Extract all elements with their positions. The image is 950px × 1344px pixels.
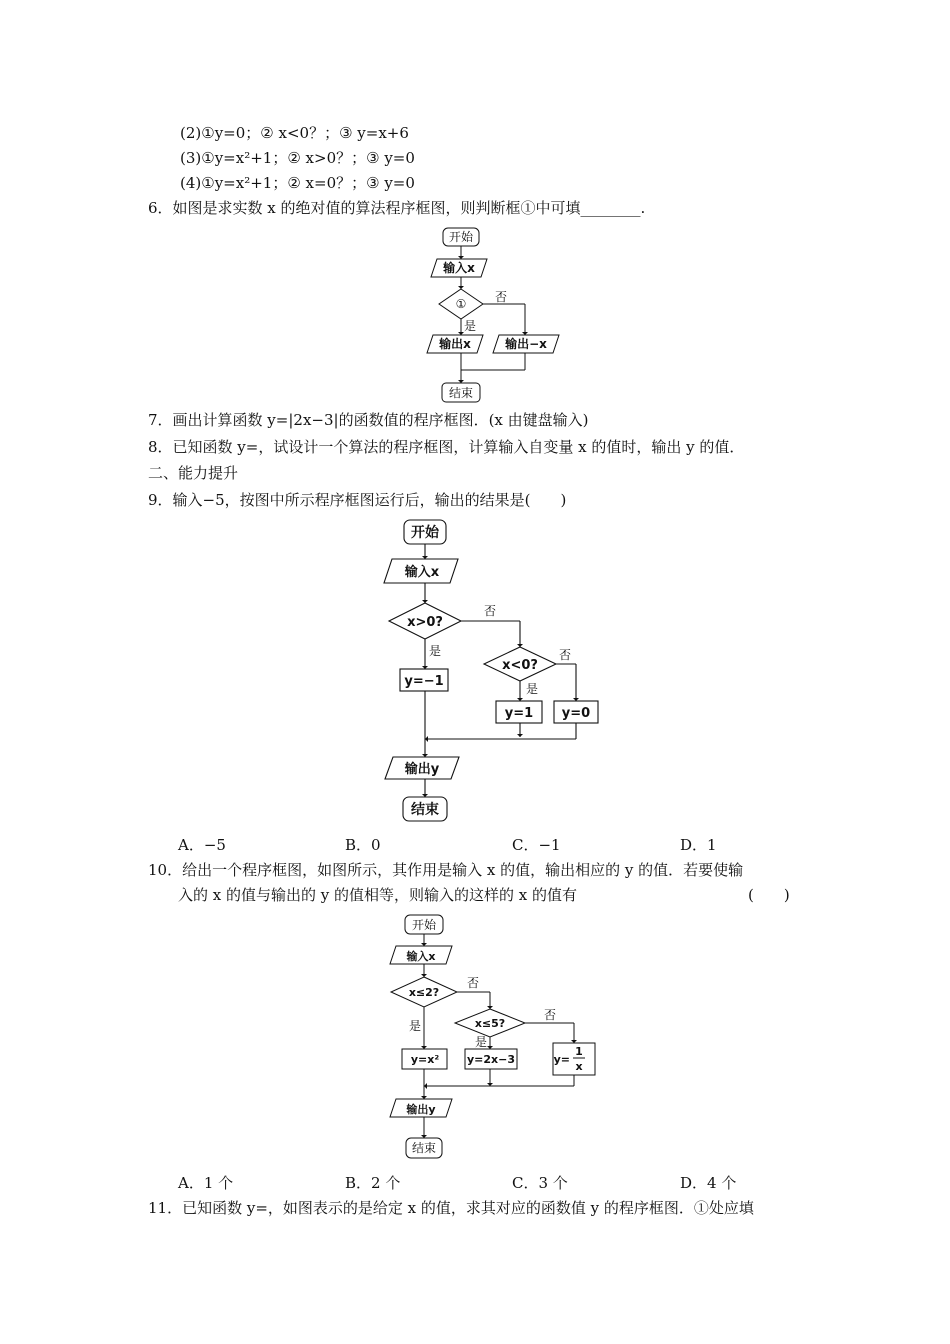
fc2-output-label: 输出y (404, 762, 440, 777)
q10-choice-c: C．3 个 (512, 1174, 568, 1192)
fc2-input-label: 输入x (404, 565, 440, 580)
fc2-end-label: 结束 (411, 802, 439, 818)
q10-choice-b: B．2 个 (345, 1174, 401, 1192)
fc1-output-yes: 输出x (439, 337, 471, 351)
fc2-assign2: y=1 (504, 706, 534, 721)
question-7: 7．画出计算函数 y=|2x−3|的函数值的程序框图．(x 由键盘输入) (148, 411, 589, 429)
fc3-assign3-prefix: y= (553, 1053, 570, 1066)
fc3-input-label: 输入x (406, 950, 436, 963)
fc1-output-no: 输出−x (505, 337, 547, 351)
section-heading: 二、能力提升 (148, 464, 239, 482)
fc3-yes2-label: 是 (474, 1035, 488, 1049)
q10-choice-d: D．4 个 (680, 1174, 737, 1192)
fc2-no1-label: 否 (483, 604, 497, 618)
fc3-start-label: 开始 (411, 918, 437, 932)
fc1-end-label: 结束 (448, 386, 474, 400)
fc2-yes1-label: 是 (428, 644, 442, 658)
fc2-yes2-label: 是 (525, 682, 539, 696)
question-10-line2: 入的 x 的值与输出的 y 的值相等，则输入的这样的 x 的值有 (178, 886, 578, 904)
fc3-no2-label: 否 (543, 1008, 557, 1022)
flowchart-q9 (380, 517, 620, 827)
fc3-cond1-label: x≤2? (408, 986, 440, 999)
fc3-assign3-denominator: x (575, 1060, 583, 1073)
fc1-yes-label: 是 (463, 319, 477, 333)
q10-choice-a: A．1 个 (178, 1174, 234, 1192)
fc2-cond2-label: x<0? (502, 658, 538, 673)
q9-choice-c: C．−1 (512, 836, 561, 854)
q9-choice-b: B．0 (345, 836, 381, 854)
option-line-3: (3)①y=x²+1；② x>0？；③ y=0 (180, 149, 415, 167)
fc1-no-label: 否 (494, 290, 508, 304)
question-10-line1: 10．给出一个程序框图，如图所示，其作用是输入 x 的值，输出相应的 y 的值．若要使输 (148, 861, 744, 879)
option-line-4: (4)①y=x²+1；② x=0？；③ y=0 (180, 174, 415, 192)
flowchart-q6 (415, 225, 575, 407)
option-line-2: (2)①y=0；② x<0？；③ y=x+6 (180, 124, 409, 142)
question-11: 11．已知函数 y=，如图表示的是给定 x 的值，求其对应的函数值 y 的程序框图．①处应填 (148, 1199, 754, 1217)
fc3-assign3-numerator: 1 (575, 1045, 583, 1058)
fc1-input-label: 输入x (443, 261, 475, 275)
q9-choice-a: A．−5 (178, 836, 226, 854)
fc3-end-label: 结束 (411, 1141, 437, 1155)
fc3-no1-label: 否 (466, 976, 480, 990)
fc3-assign2: y=2x−3 (466, 1053, 516, 1066)
question-9: 9．输入−5，按图中所示程序框图运行后，输出的结果是( ) (148, 491, 567, 509)
fc1-start-label: 开始 (448, 230, 474, 244)
fc2-no2-label: 否 (558, 648, 572, 662)
question-6: 6．如图是求实数 x 的绝对值的算法程序框图，则判断框①中可填________. (148, 199, 646, 217)
question-10-paren: ( ) (748, 886, 790, 904)
fc2-cond1-label: x>0? (407, 615, 443, 630)
fc3-cond2-label: x≤5? (474, 1017, 506, 1030)
fc1-cond-label: ① (455, 297, 467, 311)
question-8: 8．已知函数 y=，试设计一个算法的程序框图，计算输入自变量 x 的值时，输出 y 的值． (148, 438, 745, 456)
fc2-start-label: 开始 (411, 525, 439, 541)
fc2-assign3: y=0 (561, 706, 591, 721)
fc3-assign1: y=x² (410, 1053, 440, 1066)
fc3-output-label: 输出y (406, 1103, 436, 1116)
fc3-yes1-label: 是 (408, 1019, 422, 1033)
fc2-assign1: y=−1 (404, 674, 444, 689)
q9-choice-d: D．1 (680, 836, 717, 854)
flowchart-q10 (385, 912, 605, 1164)
